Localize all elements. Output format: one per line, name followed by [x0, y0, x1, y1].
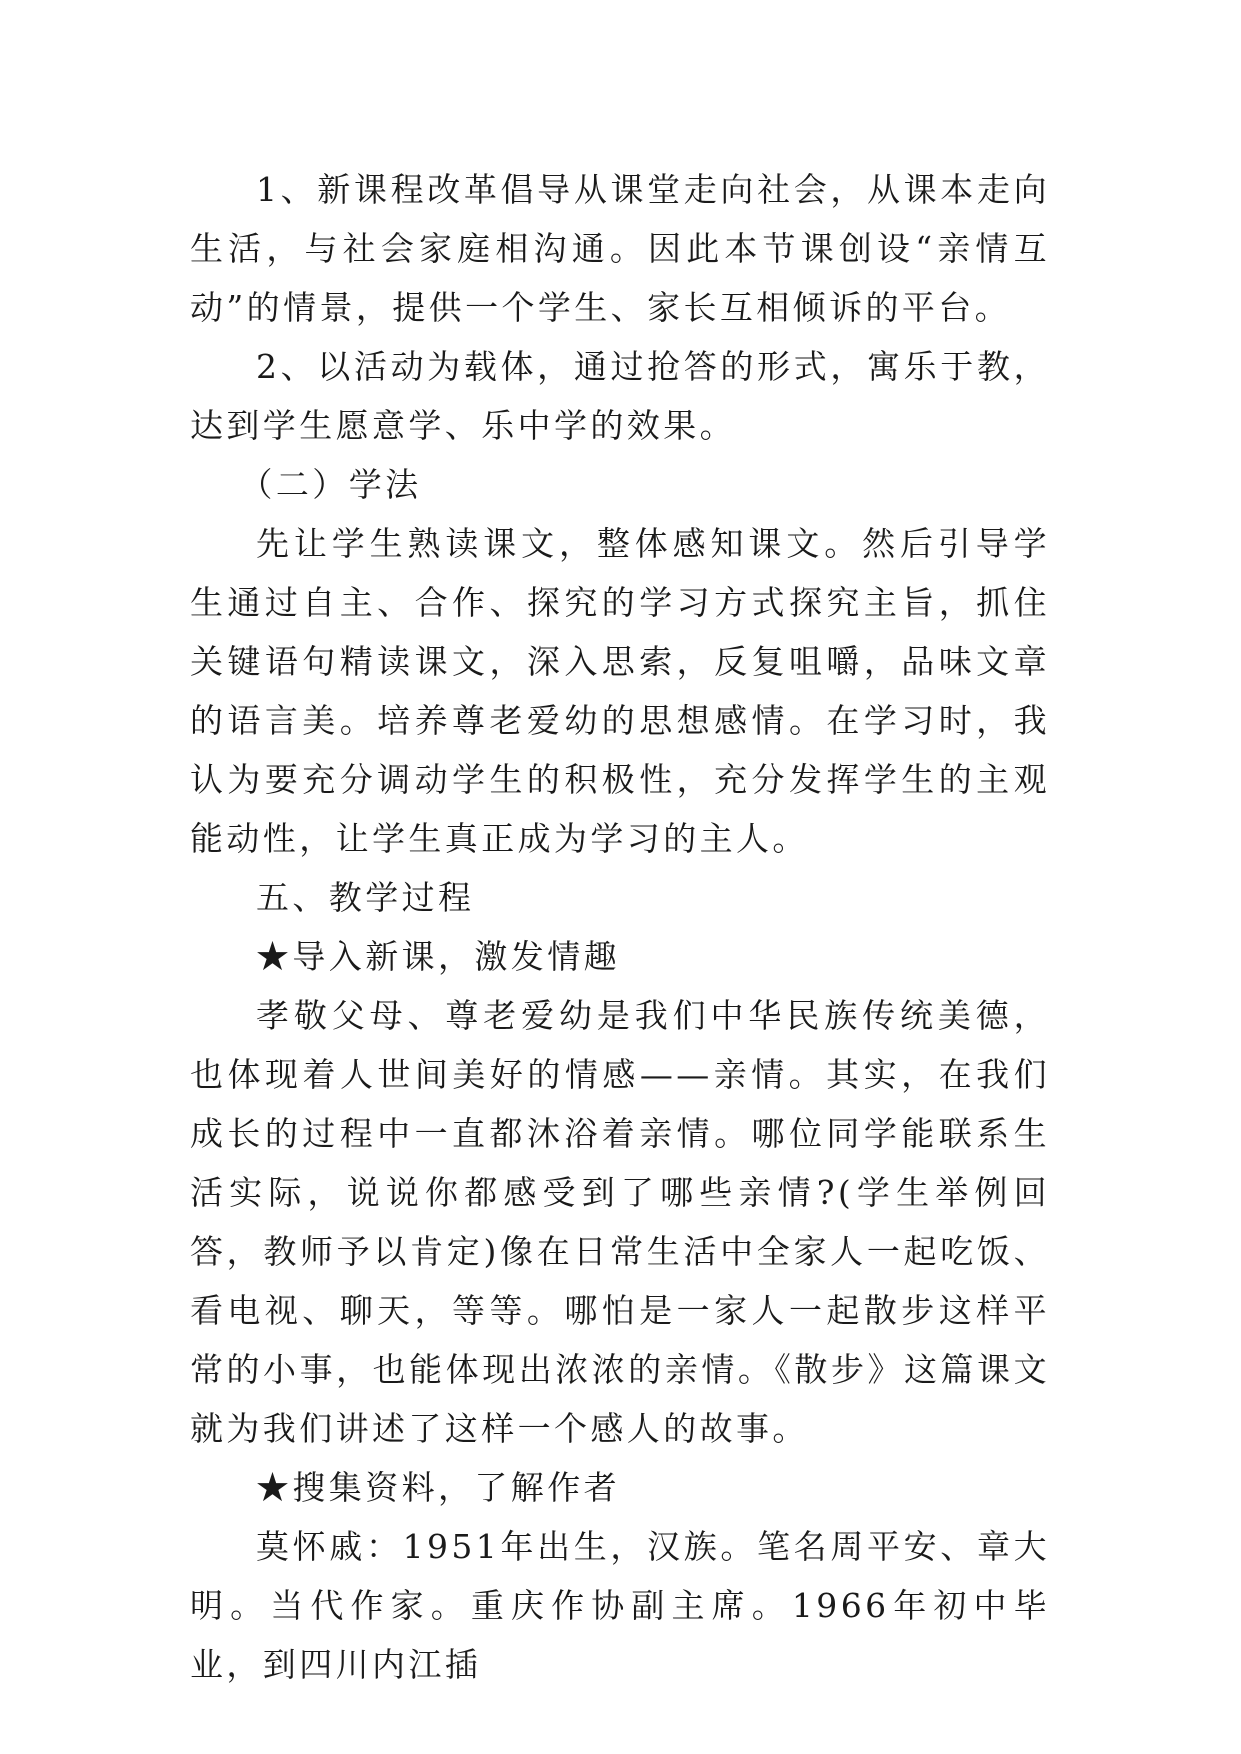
paragraph-author-bio: 莫怀戚：1951年出生，汉族。笔名周平安、章大明。当代作家。重庆作协副主席。1966年初中毕业，到四川内江插 — [190, 1527, 1050, 1684]
heading-learning-method: （二）学法 — [239, 465, 422, 504]
heading-teaching-process: 五、教学过程 — [256, 878, 475, 917]
document-body — [190, 160, 1050, 1694]
paragraph-curriculum-reform: 1、新课程改革倡导从课堂走向社会，从课本走向生活，与社会家庭相沟通。因此本节课创设“亲情互动”的情景，提供一个学生、家长互相倾诉的平台。 — [190, 170, 1050, 327]
heading-lesson-introduction: ★导入新课，激发情趣 — [256, 937, 620, 976]
paragraph-learning-method: 先让学生熟读课文，整体感知课文。然后引导学生通过自主、合作、探究的学习方式探究主旨，抓住关键语句精读课文，深入思索，反复咀嚼，品味文章的语言美。培养尊老爱幼的思想感情。在学习时，我认为要充分调动学生的积极性，充分发挥学生的主观能动性，让学生真正成为学习的主人。 — [190, 524, 1050, 858]
paragraph-activity-carrier: 2、以活动为载体，通过抢答的形式，寓乐于教，达到学生愿意学、乐中学的效果。 — [190, 347, 1050, 445]
paragraph-lesson-introduction: 孝敬父母、尊老爱幼是我们中华民族传统美德，也体现着人世间美好的情感——亲情。其实，在我们成长的过程中一直都沐浴着亲情。哪位同学能联系生活实际，说说你都感受到了哪些亲情?(学生举例回答，教师予以肯定)像在日常生活中全家人一起吃饭、看电视、聊天，等等。哪怕是一家人一起散步这样平常的小事，也能体现出浓浓的亲情。《散步》这篇课文就为我们讲述了这样一个感人的故事。 — [190, 996, 1050, 1448]
heading-author-research: ★搜集资料，了解作者 — [256, 1468, 620, 1507]
